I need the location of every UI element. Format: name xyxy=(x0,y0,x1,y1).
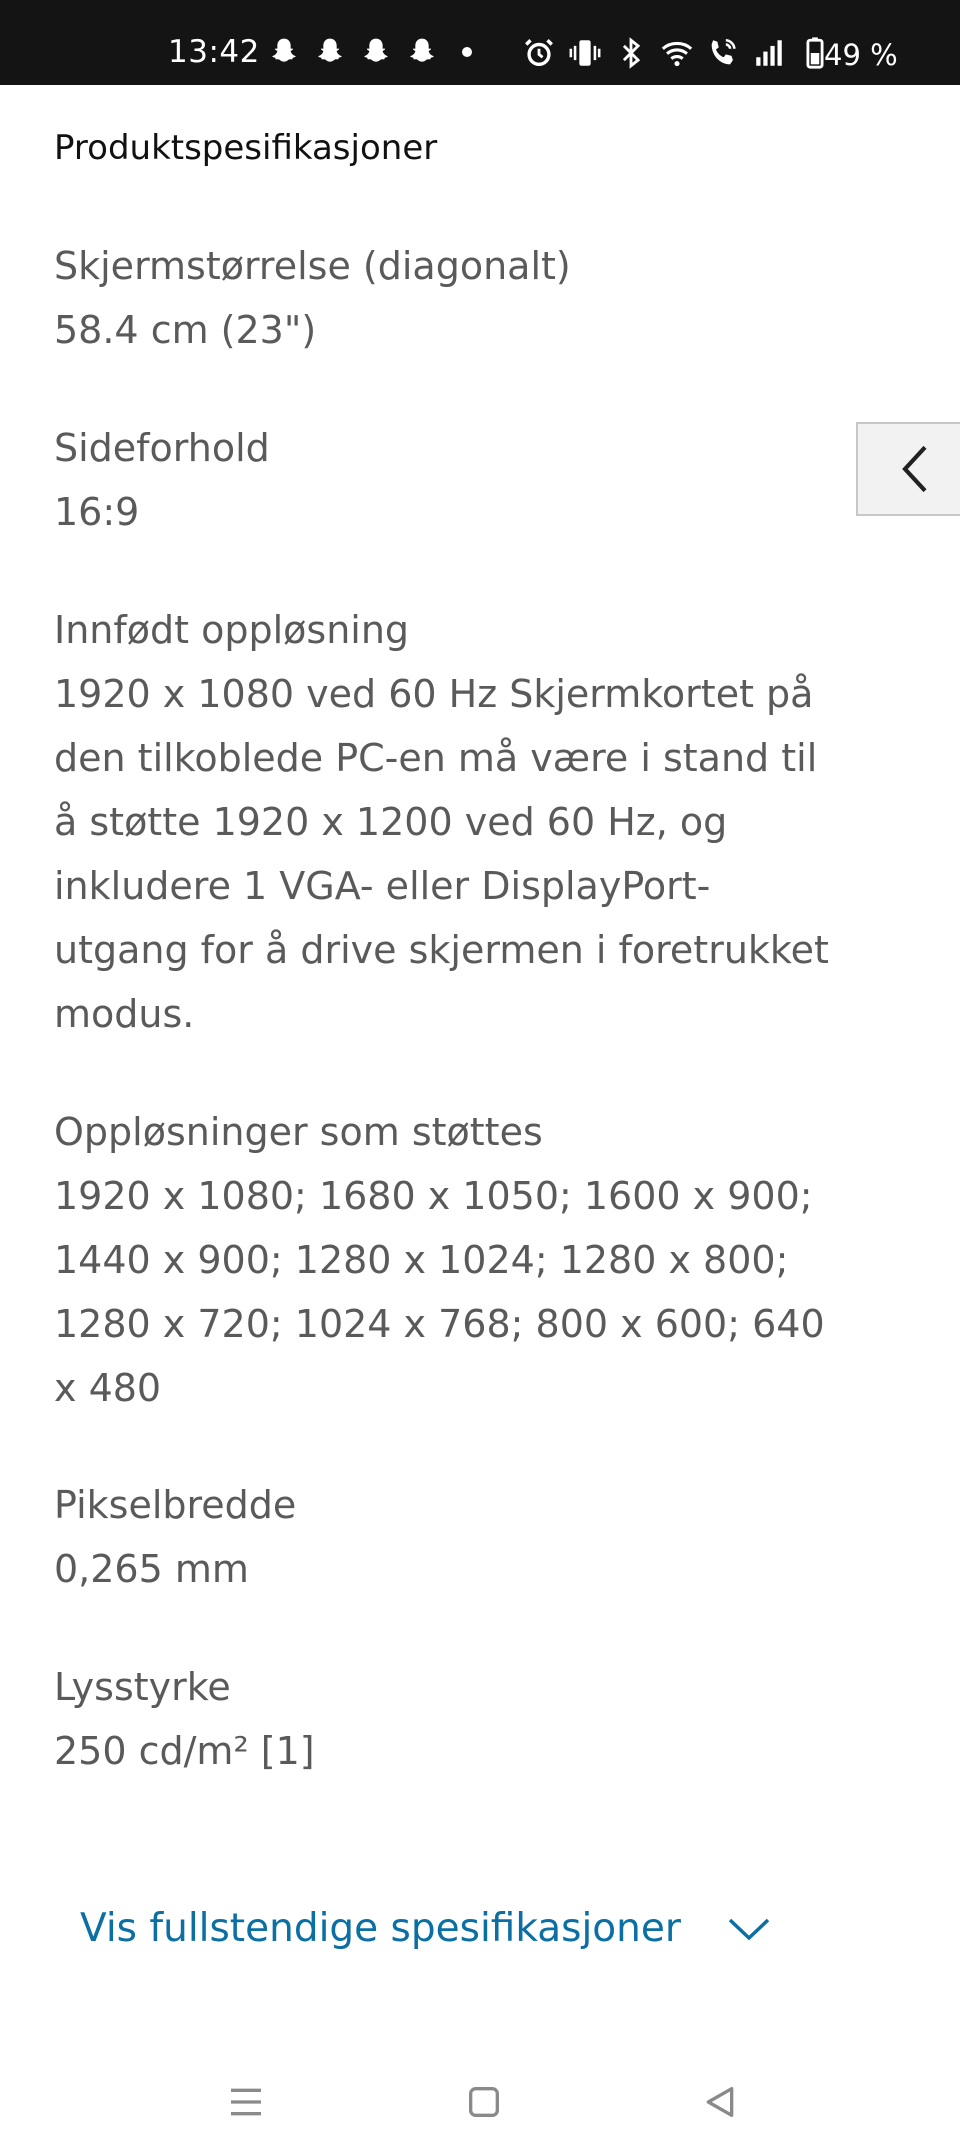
vibrate-icon xyxy=(568,36,602,70)
snapchat-icon xyxy=(268,36,300,68)
signal-icon xyxy=(752,36,786,70)
side-panel-toggle[interactable] xyxy=(856,422,960,516)
spec-native-resolution xyxy=(54,598,834,1046)
notification-icons xyxy=(268,36,472,68)
snapchat-icon xyxy=(314,36,346,68)
chevron-down-icon xyxy=(727,1914,771,1944)
battery-percentage: 49 % xyxy=(824,38,898,72)
spec-value: 1920 x 1080 ved 60 Hz Skjermkortet på den tilkoblede PC-en må være i stand til å støtte 1920 x 1200 ved 60 Hz, og inkludere 1 VGA- eller DisplayPort-utgang for å drive skjermen i foretrukket modus. xyxy=(54,672,829,1036)
bluetooth-icon xyxy=(614,36,648,70)
back-icon xyxy=(700,2082,740,2122)
show-full-specs-label: Vis fullstendige spesifikasjoner xyxy=(80,1906,681,1951)
spec-supported-resolutions xyxy=(54,1100,834,1420)
spec-value: 1920 x 1080; 1680 x 1050; 1600 x 900; 1440 x 900; 1280 x 1024; 1280 x 800; 1280 x 720; 1024 x 768; 800 x 600; 640 x 480 xyxy=(54,1174,825,1410)
spec-label: Pikselbredde xyxy=(54,1483,297,1527)
alarm-icon xyxy=(522,36,556,70)
spec-value: 0,265 mm xyxy=(54,1547,249,1591)
spec-label: Innfødt oppløsning xyxy=(54,608,410,652)
spec-label: Oppløsninger som støttes xyxy=(54,1110,543,1154)
wifi-call-icon xyxy=(706,36,740,70)
chevron-left-icon xyxy=(898,444,932,494)
more-notifications-dot xyxy=(462,47,472,57)
section-title: Produktspesifikasjoner xyxy=(54,128,438,168)
show-full-specs-link[interactable] xyxy=(80,1906,771,1951)
spec-value: 58.4 cm (23") xyxy=(54,308,317,352)
recents-button[interactable] xyxy=(226,2082,266,2126)
spec-value: 16:9 xyxy=(54,490,140,534)
spec-value: 250 cd/m² [1] xyxy=(54,1729,315,1773)
spec-brightness xyxy=(54,1655,834,1783)
status-bar xyxy=(0,0,960,85)
home-icon xyxy=(464,2082,504,2122)
spec-screen-size xyxy=(54,234,834,362)
home-button[interactable] xyxy=(464,2082,504,2126)
snapchat-icon xyxy=(360,36,392,68)
spec-aspect-ratio xyxy=(54,416,834,544)
spec-label: Skjermstørrelse (diagonalt) xyxy=(54,244,571,288)
navigation-bar xyxy=(0,2040,960,2144)
spec-label: Sideforhold xyxy=(54,426,270,470)
system-icons xyxy=(522,36,832,70)
status-time: 13:42 xyxy=(168,34,260,70)
menu-icon xyxy=(226,2082,266,2122)
spec-label: Lysstyrke xyxy=(54,1665,231,1709)
spec-pixel-pitch xyxy=(54,1473,834,1601)
snapchat-icon xyxy=(406,36,438,68)
back-button[interactable] xyxy=(700,2082,740,2126)
wifi-icon xyxy=(660,36,694,70)
